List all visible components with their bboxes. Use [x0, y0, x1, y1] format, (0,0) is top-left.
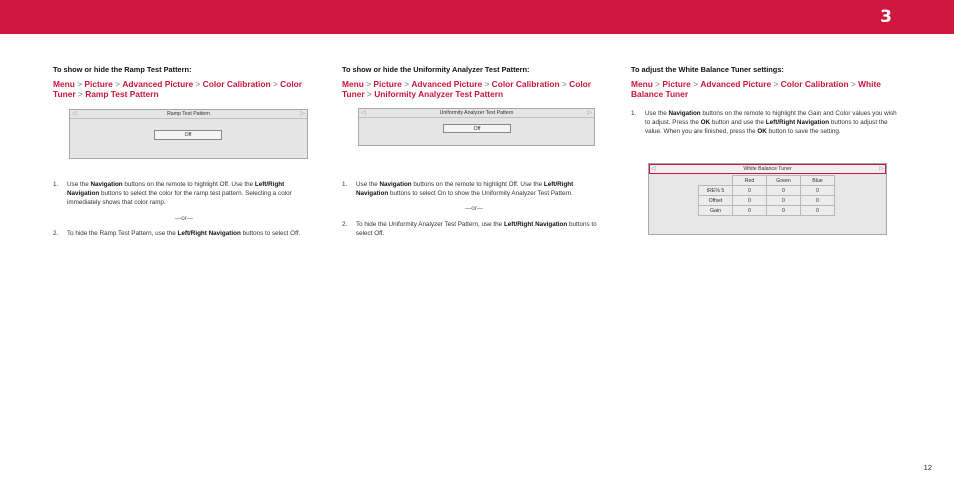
white-balance-grid: [698, 175, 835, 216]
path-picture: Picture: [662, 79, 691, 89]
ramp-test-pattern-screen: [69, 109, 308, 159]
section-heading: To adjust the White Balance Tuner settings:: [631, 65, 784, 74]
uniformity-steps: [342, 180, 606, 238]
page-number: 12: [923, 463, 932, 472]
step-text: buttons on the remote to highlight the Gain and Color values you wish to adjust. Press the: [645, 110, 897, 127]
path-menu: Menu: [53, 79, 75, 89]
or-divider: —or—: [174, 214, 194, 222]
bold-term: Left/Right Navigation: [67, 181, 285, 198]
ramp-test-pattern-section: [53, 65, 315, 109]
step-2: [342, 220, 606, 238]
right-arrow-icon[interactable]: ▷: [587, 110, 592, 116]
step-number: 2.: [342, 220, 348, 228]
path-separator: >: [77, 89, 86, 99]
path-color-tuner: Color Tuner: [342, 79, 592, 99]
row-label: Offset: [699, 196, 733, 206]
bold-term: Navigation: [379, 181, 412, 188]
step-text: button to save the setting.: [766, 128, 841, 136]
step-number: 2.: [53, 229, 59, 237]
path-separator: >: [115, 79, 123, 89]
step-text: buttons to select the color for the ramp test pattern. Selecting a color immediately shows that color ramp.: [67, 190, 292, 207]
row-label: IRE% 5: [699, 186, 733, 196]
bold-term: Navigation: [668, 110, 701, 117]
bold-term: Left/Right Navigation: [503, 220, 568, 228]
value-cell[interactable]: 0: [801, 186, 835, 196]
column-header-blue: Blue: [801, 176, 835, 186]
bold-term: Left/Right Navigation: [356, 181, 574, 198]
screen-title: Ramp Test Pattern: [70, 110, 307, 119]
right-arrow-icon[interactable]: ▷: [300, 111, 305, 117]
column-header-red: Red: [733, 176, 767, 186]
path-separator: >: [272, 79, 281, 89]
table-row: [699, 206, 835, 216]
step-2: [53, 229, 315, 238]
path-separator: >: [655, 79, 663, 89]
ramp-pattern-value[interactable]: Off: [154, 130, 222, 140]
path-menu: Menu: [631, 79, 653, 89]
step-text: Use the: [645, 110, 669, 117]
bold-term: OK: [757, 128, 767, 136]
value-cell[interactable]: 0: [767, 186, 801, 196]
screen-title[interactable]: White Balance Tuner: [649, 164, 886, 174]
menu-path: [53, 79, 315, 99]
step-text: buttons to select Off.: [356, 220, 597, 237]
step-text: To hide the Uniformity Analyzer Test Pattern, use the: [356, 220, 504, 228]
white-balance-steps: [631, 109, 901, 137]
path-advanced-picture: Advanced Picture: [122, 79, 194, 89]
menu-path: [342, 79, 606, 99]
ramp-steps: [53, 180, 315, 238]
column-header-green: Green: [767, 176, 801, 186]
right-arrow-icon[interactable]: ▷: [879, 166, 884, 172]
path-separator: >: [404, 79, 412, 89]
value-cell[interactable]: 0: [767, 206, 801, 216]
grid-header-row: [699, 176, 835, 186]
path-menu: Menu: [342, 79, 364, 89]
uniformity-pattern-value[interactable]: Off: [443, 124, 511, 133]
step-text: buttons to select On to show the Uniformity Analyzer Test Pattern.: [388, 190, 573, 198]
value-cell[interactable]: 0: [733, 186, 767, 196]
uniformity-analyzer-section: [342, 65, 606, 109]
step-text: Use the: [67, 181, 91, 188]
grid-corner: [699, 176, 733, 186]
left-arrow-icon[interactable]: ◁: [651, 166, 656, 172]
step-text: Use the: [356, 181, 380, 188]
step-text: buttons on the remote to highlight Off. Use the: [411, 181, 544, 188]
value-cell[interactable]: 0: [767, 196, 801, 206]
path-advanced-picture: Advanced Picture: [700, 79, 772, 89]
path-uniformity-analyzer: Uniformity Analyzer Test Pattern: [374, 89, 504, 99]
path-color-calibration: Color Calibration: [491, 79, 560, 89]
step-number: 1.: [342, 181, 348, 188]
path-separator: >: [77, 79, 85, 89]
or-divider: —or—: [464, 205, 484, 213]
step-text: buttons on the remote to highlight Off. Use the: [122, 181, 255, 188]
section-heading: To show or hide the Ramp Test Pattern:: [53, 65, 192, 74]
table-row: [699, 186, 835, 196]
path-separator: >: [693, 79, 701, 89]
screen-title: Uniformity Analyzer Test Pattern: [359, 109, 594, 118]
path-ramp-test-pattern: Ramp Test Pattern: [85, 89, 159, 99]
bold-term: Navigation: [90, 181, 123, 188]
step-number: 1.: [53, 181, 59, 188]
table-row: [699, 196, 835, 206]
value-cell[interactable]: 0: [733, 206, 767, 216]
path-picture: Picture: [373, 79, 402, 89]
left-arrow-icon[interactable]: ◁: [361, 110, 366, 116]
path-separator: >: [366, 89, 375, 99]
path-color-tuner: Color Tuner: [53, 79, 303, 99]
step-1: [631, 109, 901, 137]
uniformity-analyzer-screen: [358, 108, 595, 146]
bold-term: OK: [700, 119, 711, 127]
path-separator: >: [850, 79, 859, 89]
path-color-calibration: Color Calibration: [780, 79, 849, 89]
path-separator: >: [484, 79, 492, 89]
white-balance-section: [631, 65, 901, 137]
path-advanced-picture: Advanced Picture: [411, 79, 483, 89]
value-cell[interactable]: 0: [733, 196, 767, 206]
value-cell[interactable]: 0: [801, 196, 835, 206]
step-1: [342, 180, 606, 198]
path-color-calibration: Color Calibration: [202, 79, 271, 89]
path-separator: >: [195, 79, 203, 89]
path-separator: >: [561, 79, 570, 89]
path-separator: >: [773, 79, 781, 89]
path-white-balance-tuner: White Balance Tuner: [631, 79, 881, 99]
chapter-number: 3: [880, 7, 892, 27]
value-cell[interactable]: 0: [801, 206, 835, 216]
step-text: buttons to adjust the value. When you are finished, press the: [645, 119, 888, 136]
menu-path: [631, 79, 901, 99]
white-balance-tuner-screen: [648, 163, 887, 235]
row-label: Gain: [699, 206, 733, 216]
step-text: buttons to select Off.: [240, 229, 301, 237]
step-text: To hide the Ramp Test Pattern, use the: [67, 229, 178, 237]
path-separator: >: [366, 79, 374, 89]
step-1: [53, 180, 315, 208]
bold-term: Left/Right Navigation: [765, 119, 830, 127]
step-text: button and use the: [710, 119, 766, 127]
section-heading: To show or hide the Uniformity Analyzer Test Pattern:: [342, 65, 530, 74]
step-number: 1.: [631, 110, 637, 117]
path-picture: Picture: [84, 79, 113, 89]
chapter-header-bar: [0, 0, 954, 34]
left-arrow-icon[interactable]: ◁: [72, 111, 77, 117]
bold-term: Left/Right Navigation: [177, 229, 241, 237]
